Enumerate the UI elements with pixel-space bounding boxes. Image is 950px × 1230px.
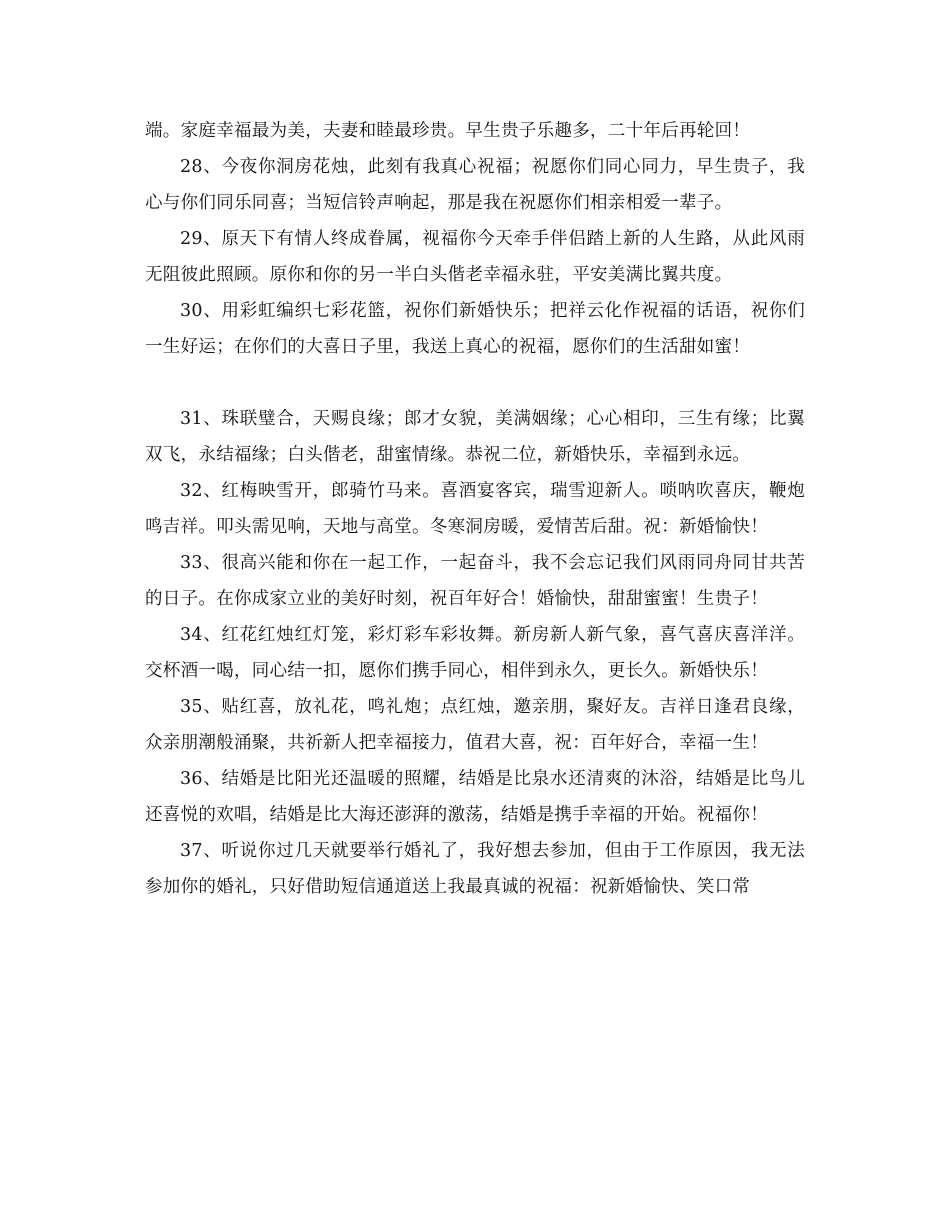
paragraph-35: 35、贴红喜，放礼花，鸣礼炮；点红烛，邀亲朋，聚好友。吉祥日逢君良缘，众亲朋潮般涌聚，共祈新人把幸福接力，值君大喜，祝：百年好合，幸福一生！ [145,697,805,753]
paragraph-33: 33、很高兴能和你在一起工作，一起奋斗，我不会忘记我们风雨同舟同甘共苦的日子。在你成家立业的美好时刻，祝百年好合！婚愉快，甜甜蜜蜜！生贵子！ [145,553,805,609]
paragraph-36: 36、结婚是比阳光还温暖的照耀，结婚是比泉水还清爽的沐浴，结婚是比鸟儿还喜悦的欢唱，结婚是比大海还澎湃的激荡，结婚是携手幸福的开始。祝福你！ [145,769,805,825]
paragraph-31: 31、珠联璧合，天赐良缘；郎才女貌，美满姻缘；心心相印，三生有缘；比翼双飞，永结福缘；白头偕老，甜蜜情缘。恭祝二位，新婚快乐，幸福到永远。 [145,409,805,465]
paragraph-29: 29、原天下有情人终成眷属，视福你今天牵手伴侣踏上新的人生路，从此风雨无阻彼此照顾。原你和你的另一半白头偕老幸福永驻，平安美满比翼共度。 [145,229,805,285]
paragraph-spacer [145,365,805,401]
paragraph-34: 34、红花红烛红灯笼，彩灯彩车彩妆舞。新房新人新气象，喜气喜庆喜洋洋。交杯酒一喝，同心结一扣，愿你们携手同心，相伴到永久，更长久。新婚快乐！ [145,625,805,681]
document-page [145,113,805,905]
paragraph-37: 37、听说你过几天就要举行婚礼了，我好想去参加，但由于工作原因，我无法参加你的婚礼，只好借助短信通道送上我最真诚的祝福：祝新婚愉快、笑口常 [145,841,805,897]
paragraph-30: 30、用彩虹编织七彩花篮，祝你们新婚快乐；把祥云化作祝福的话语，祝你们一生好运；在你们的大喜日子里，我送上真心的祝福，愿你们的生活甜如蜜！ [145,301,805,357]
paragraph-continuation: 端。家庭幸福最为美，夫妻和睦最珍贵。早生贵子乐趣多，二十年后再轮回！ [145,121,751,141]
paragraph-28: 28、今夜你洞房花烛，此刻有我真心祝福；祝愿你们同心同力，早生贵子，我心与你们同乐同喜；当短信铃声响起，那是我在祝愿你们相亲相爱一辈子。 [145,157,805,213]
paragraph-32: 32、红梅映雪开，郎骑竹马来。喜酒宴客宾，瑞雪迎新人。唢呐吹喜庆，鞭炮鸣吉祥。叩头需见响，天地与高堂。冬寒洞房暖，爱情苦后甜。祝：新婚愉快！ [145,481,805,537]
